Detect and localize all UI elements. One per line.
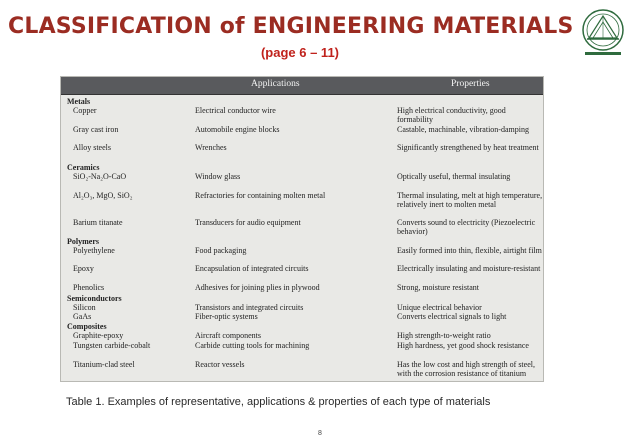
property-cell: Optically useful, thermal insulating	[397, 172, 511, 181]
property-cell: High strength-to-weight ratio	[397, 331, 491, 340]
application-cell: Fiber-optic systems	[195, 312, 258, 321]
category-label: Composites	[67, 322, 107, 331]
application-cell: Food packaging	[195, 246, 247, 255]
property-cell: Strong, moisture resistant	[397, 283, 479, 292]
category-label: Polymers	[67, 237, 99, 246]
material-cell: Gray cast iron	[73, 125, 119, 134]
application-cell: Transistors and integrated circuits	[195, 303, 304, 312]
material-cell: Phenolics	[73, 283, 105, 292]
materials-table	[60, 76, 544, 382]
material-cell: Titanium-clad steel	[73, 360, 135, 369]
page-range-subtitle: (page 6 – 11)	[260, 45, 340, 60]
material-cell: Polyethylene	[73, 246, 115, 255]
property-cell: Converts electrical signals to light	[397, 312, 507, 321]
table-header	[61, 77, 543, 95]
property-cell: High hardness, yet good shock resistance	[397, 341, 529, 350]
material-cell: Alloy steels	[73, 143, 111, 152]
application-cell: Reactor vessels	[195, 360, 245, 369]
property-cell: High electrical conductivity, good formability	[397, 106, 506, 124]
material-cell: Silicon	[73, 303, 96, 312]
university-emblem-icon	[575, 6, 631, 64]
application-cell: Transducers for audio equipment	[195, 218, 301, 227]
application-cell: Automobile engine blocks	[195, 125, 280, 134]
header-properties: Properties	[451, 79, 490, 89]
category-label: Metals	[67, 97, 91, 106]
category-label: Semiconductors	[67, 294, 122, 303]
material-cell: Tungsten carbide-cobalt	[73, 341, 151, 350]
application-cell: Carbide cutting tools for machining	[195, 341, 310, 350]
application-cell: Wrenches	[195, 143, 227, 152]
property-cell: Significantly strengthened by heat treatment	[397, 143, 539, 152]
header-applications: Applications	[251, 79, 300, 89]
application-cell: Aircraft components	[195, 331, 261, 340]
material-cell: Epoxy	[73, 264, 94, 273]
table-caption: Table 1. Examples of representative, applications & properties of each type of materials	[66, 396, 491, 408]
property-cell: Easily formed into thin, flexible, airtight film	[397, 246, 542, 255]
property-cell: Thermal insulating, melt at high temperature, relatively inert to molten metal	[397, 191, 543, 209]
property-cell: Converts sound to electricity (Piezoelectric behavior)	[397, 218, 536, 236]
material-cell: Copper	[73, 106, 97, 115]
application-cell: Adhesives for joining plies in plywood	[195, 283, 320, 292]
application-cell: Refractories for containing molten metal	[195, 191, 326, 200]
property-cell: Castable, machinable, vibration-damping	[397, 125, 529, 134]
page-number: 8	[318, 430, 322, 437]
material-cell: Graphite-epoxy	[73, 331, 124, 340]
application-cell: Electrical conductor wire	[195, 106, 276, 115]
property-cell: Has the low cost and high strength of steel, with the corrosion resistance of titanium	[397, 360, 535, 378]
material-cell: Barium titanate	[73, 218, 123, 227]
property-cell: Electrically insulating and moisture-resistant	[397, 264, 541, 273]
application-cell: Window glass	[195, 172, 241, 181]
application-cell: Encapsulation of integrated circuits	[195, 264, 309, 273]
material-cell: GaAs	[73, 312, 92, 321]
slide-title: CLASSIFICATION of ENGINEERING MATERIALS	[8, 14, 574, 39]
category-label: Ceramics	[67, 163, 100, 172]
property-cell: Unique electrical behavior	[397, 303, 482, 312]
material-cell: Al₂O₃, MgO, SiO₂	[73, 191, 133, 200]
material-cell: SiO₂-Na₂O-CaO	[73, 172, 127, 181]
